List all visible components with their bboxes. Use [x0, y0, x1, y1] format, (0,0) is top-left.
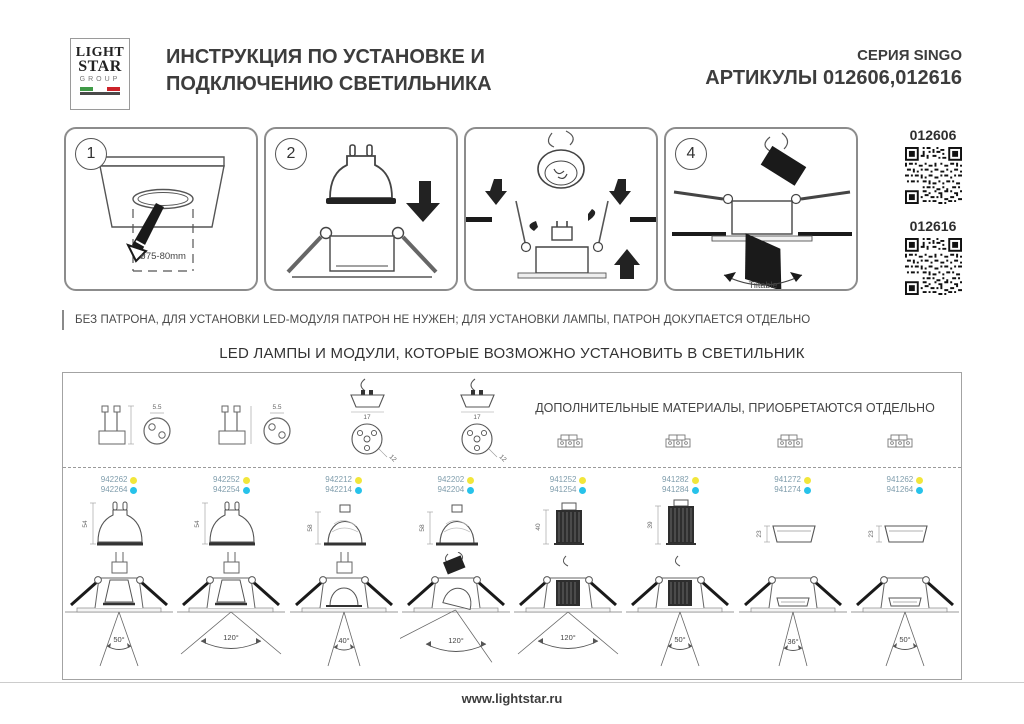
- svg-text:40: 40: [535, 523, 543, 531]
- dome-lamp-drawing: [400, 498, 512, 550]
- led-module-connector-drawing: [441, 377, 513, 465]
- warm-white-dot: [692, 477, 699, 484]
- step-number: 1: [75, 138, 107, 170]
- step-panel-3: [464, 127, 658, 291]
- cool-white-dot: [579, 487, 586, 494]
- cool-white-dot: [692, 487, 699, 494]
- svg-text:58: 58: [418, 524, 426, 532]
- lamp-column: [63, 468, 175, 680]
- article-warm: 942262: [100, 475, 128, 484]
- tiltable-label: Tiltable: [748, 280, 778, 289]
- lamp-column: [400, 468, 512, 680]
- cool-white-dot: [243, 487, 250, 494]
- beam-angle-label: 50°: [674, 635, 687, 644]
- socket-note: БЕЗ ПАТРОНА, ДЛЯ УСТАНОВКИ LED-МОДУЛЯ ПАТРОН НЕ НУЖЕН; ДЛЯ УСТАНОВКИ ЛАМПЫ, ПАТРОН ДОКУПАЕТСЯ ОТДЕЛЬНО: [62, 310, 810, 330]
- article-warm: 942212: [325, 475, 352, 484]
- series-label: СЕРИЯ SINGO: [857, 47, 962, 64]
- footer-divider: [0, 682, 1024, 683]
- article-numbers: [325, 475, 362, 495]
- article-cool: 941274: [774, 485, 801, 494]
- articles-label: АРТИКУЛЫ 012606,012616: [705, 67, 962, 89]
- beam-angle-label: 120°: [560, 633, 576, 642]
- hole-diameter-label: ø75-80mm: [140, 251, 186, 262]
- qr-article-2: 012616: [909, 218, 957, 234]
- article-warm: 941252: [549, 475, 577, 484]
- website-url: www.lightstar.ru: [461, 691, 563, 706]
- compat-table: [62, 372, 962, 680]
- article-numbers: [438, 475, 475, 495]
- terminal-block-icon: [887, 433, 913, 449]
- cool-white-dot: [467, 487, 474, 494]
- qr-article-1: 012606: [909, 127, 957, 143]
- installation-steps: [64, 127, 858, 291]
- cool-white-dot: [916, 487, 923, 494]
- svg-text:5.5: 5.5: [272, 404, 282, 411]
- svg-text:12: 12: [387, 453, 398, 464]
- svg-text:12: 12: [497, 453, 508, 464]
- page-title: ИНСТРУКЦИЯ ПО УСТАНОВКЕ И ПОДКЛЮЧЕНИЮ СВЕТИЛЬНИКА: [166, 46, 492, 95]
- warm-white-dot: [916, 477, 923, 484]
- article-numbers: [774, 475, 811, 495]
- step-panel-4: [664, 127, 858, 291]
- svg-text:54: 54: [82, 520, 90, 528]
- fixture-drawing: [63, 552, 175, 670]
- dome-lamp-drawing: [288, 498, 400, 550]
- gu10-pin-dimensions-drawing: [89, 397, 184, 457]
- terminal-block-icon: [557, 433, 583, 449]
- article-cool: 942264: [100, 485, 128, 494]
- panel-module-drawing: [849, 498, 961, 550]
- beam-angle-label: 40°: [337, 636, 350, 645]
- led-module-connector-drawing: [331, 377, 403, 465]
- svg-text:23: 23: [867, 530, 875, 538]
- svg-text:5.5: 5.5: [152, 404, 162, 411]
- article-numbers: [213, 475, 250, 495]
- gu10-pin-dimensions-drawing: [209, 397, 304, 457]
- warm-white-dot: [579, 477, 586, 484]
- warm-white-dot: [130, 477, 137, 484]
- panel-module-drawing: [737, 498, 849, 550]
- logo-underline: [80, 92, 120, 95]
- cool-white-dot: [804, 487, 811, 494]
- article-warm: 941272: [774, 475, 801, 484]
- socket-mount-illustration: [466, 129, 656, 289]
- extras-title: ДОПОЛНИТЕЛЬНЫЕ МАТЕРИАЛЫ, ПРИОБРЕТАЮТСЯ ОТДЕЛЬНО: [535, 401, 935, 415]
- qr-column: [903, 127, 963, 300]
- article-cool: 942254: [213, 485, 240, 494]
- beam-angle-label: 50°: [113, 635, 125, 644]
- logo-text: GROUP: [79, 76, 121, 83]
- fixture-drawing: [175, 552, 287, 670]
- article-cool: 941264: [886, 485, 914, 494]
- lamp-column: [288, 468, 400, 680]
- article-warm: 942202: [437, 475, 465, 484]
- article-numbers: [887, 475, 924, 495]
- article-numbers: [662, 475, 699, 495]
- fixture-drawing: [624, 552, 736, 670]
- fixture-drawing: [288, 552, 400, 670]
- led-module-drawing: [512, 498, 624, 550]
- gu10-lamp-drawing: [63, 498, 175, 550]
- beam-angle-label: 36°: [786, 637, 799, 646]
- terminal-block-icon: [665, 433, 691, 449]
- article-warm: 942252: [213, 475, 240, 484]
- lightstar-logo: [70, 38, 130, 110]
- fixture-drawing: [849, 552, 961, 670]
- article-numbers: [550, 475, 587, 495]
- gu10-lamp-drawing: [175, 498, 287, 550]
- italy-flag-icon: [80, 87, 120, 91]
- lamp-columns: [63, 468, 961, 680]
- beam-angle-label: 120°: [448, 636, 464, 645]
- logo-text: LIGHT: [75, 45, 125, 60]
- lamp-column: [175, 468, 287, 680]
- led-module-drawing: [624, 498, 736, 550]
- step-panel-2: [264, 127, 458, 291]
- step-panel-1: [64, 127, 258, 291]
- article-cool: 942214: [325, 485, 352, 494]
- article-cool: 942204: [437, 485, 465, 494]
- qr-code-012616: [905, 238, 962, 295]
- svg-text:17: 17: [363, 414, 371, 421]
- svg-text:54: 54: [194, 520, 202, 528]
- step-number: 4: [675, 138, 707, 170]
- svg-text:58: 58: [306, 524, 314, 532]
- lamp-column: [512, 468, 624, 680]
- article-numbers: [101, 475, 138, 495]
- warm-white-dot: [467, 477, 474, 484]
- svg-text:39: 39: [647, 521, 655, 529]
- lamp-column: [849, 468, 961, 680]
- lamp-column: [624, 468, 736, 680]
- warm-white-dot: [804, 477, 811, 484]
- cool-white-dot: [130, 487, 137, 494]
- fixture-drawing: [737, 552, 849, 670]
- compat-section-title: LED ЛАМПЫ И МОДУЛИ, КОТОРЫЕ ВОЗМОЖНО УСТАНОВИТЬ В СВЕТИЛЬНИК: [219, 345, 805, 362]
- cool-white-dot: [355, 487, 362, 494]
- svg-text:23: 23: [755, 530, 763, 538]
- step-number: 2: [275, 138, 307, 170]
- svg-text:17: 17: [473, 414, 481, 421]
- beam-angle-label: 120°: [223, 633, 240, 642]
- article-cool: 941284: [662, 485, 689, 494]
- warm-white-dot: [355, 477, 362, 484]
- fixture-drawing-tilted: [400, 552, 512, 670]
- qr-code-012606: [905, 147, 962, 204]
- fixture-drawing: [512, 552, 624, 670]
- article-warm: 941262: [886, 475, 914, 484]
- article-warm: 941282: [662, 475, 689, 484]
- logo-text: STAR: [78, 58, 122, 75]
- beam-angle-label: 50°: [899, 635, 911, 644]
- warm-white-dot: [243, 477, 250, 484]
- lamp-column: [737, 468, 849, 680]
- article-cool: 941254: [549, 485, 577, 494]
- terminal-block-icon: [777, 433, 803, 449]
